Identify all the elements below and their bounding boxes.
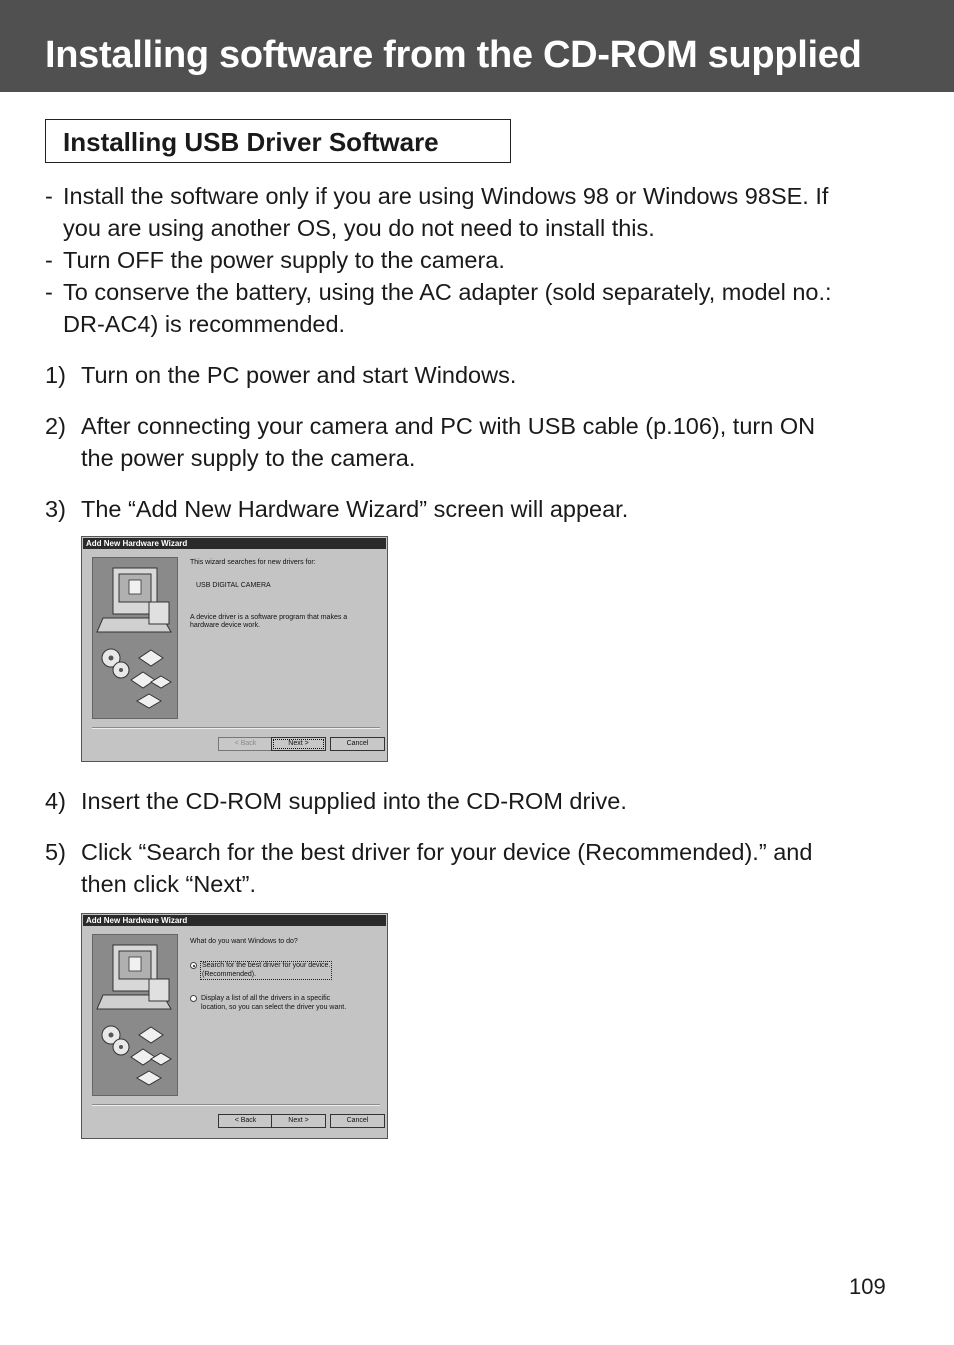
search-driver-radio[interactable] [190,962,197,969]
add-hardware-wizard-screenshot [81,913,388,1139]
step-text: The “Add New Hardware Wizard” screen will appear. [81,496,629,522]
step-text: After connecting your camera and PC with USB cable (p.106), turn ON [81,413,816,439]
step-number: 3) [45,496,66,522]
step-number: 5) [45,839,66,865]
note-bullet: - [45,247,53,273]
driver-description-text: A device driver is a software program that makes a [190,614,348,621]
option-label-line: (Recommended). [202,970,257,978]
search-driver-option-label[interactable] [201,962,331,979]
display-list-radio[interactable] [190,995,197,1002]
computer-illustration [92,934,178,1096]
computer-icon [93,935,177,1095]
computer-icon [93,558,177,718]
page-number: 109 [849,1274,886,1299]
device-name: USB DIGITAL CAMERA [196,582,271,589]
dialog-title: Add New Hardware Wizard [83,915,386,926]
option-label-line: Search for the best driver for your device. [202,962,331,969]
back-button[interactable]: < Back [218,737,273,751]
cancel-button[interactable]: Cancel [330,1114,385,1128]
note-line: To conserve the battery, using the AC adapter (sold separately, model no.: [63,279,832,305]
display-list-option-label[interactable] [201,995,346,1012]
back-button[interactable]: < Back [218,1114,273,1128]
step-number: 2) [45,413,66,439]
driver-description-text: hardware device work. [190,622,261,629]
wizard-intro-text: This wizard searches for new drivers for: [190,559,316,566]
next-button[interactable]: Next > [271,737,326,751]
step-text: the power supply to the camera. [81,445,416,471]
dialog-title: Add New Hardware Wizard [83,538,386,549]
step-text: Click “Search for the best driver for your device (Recommended).” and [81,839,813,865]
note-line: Turn OFF the power supply to the camera. [63,247,505,273]
next-button[interactable]: Next > [271,1114,326,1128]
option-label-line: location, so you can select the driver you want. [201,1003,347,1011]
computer-illustration [92,557,178,719]
section-heading-box [45,119,511,163]
step-number: 4) [45,788,66,814]
step-text: Turn on the PC power and start Windows. [81,362,517,388]
page-title: Installing software from the CD-ROM supplied [45,34,862,76]
step-text: Insert the CD-ROM supplied into the CD-ROM drive. [81,788,627,814]
note-bullet: - [45,279,53,305]
note-bullet: - [45,183,53,209]
option-label-line: Display a list of all the drivers in a specific [201,995,331,1002]
note-line: you are using another OS, you do not need to install this. [63,215,655,241]
section-title: Installing USB Driver Software [63,127,439,157]
step-text: then click “Next”. [81,871,256,897]
cancel-button[interactable]: Cancel [330,737,385,751]
dialog-divider [92,1104,380,1106]
note-line: DR-AC4) is recommended. [63,311,346,337]
step-number: 1) [45,362,66,388]
wizard-question: What do you want Windows to do? [190,938,298,945]
dialog-divider [92,727,380,729]
add-hardware-wizard-screenshot [81,536,388,762]
page-header [0,0,954,92]
note-line: Install the software only if you are using Windows 98 or Windows 98SE. If [63,183,829,209]
